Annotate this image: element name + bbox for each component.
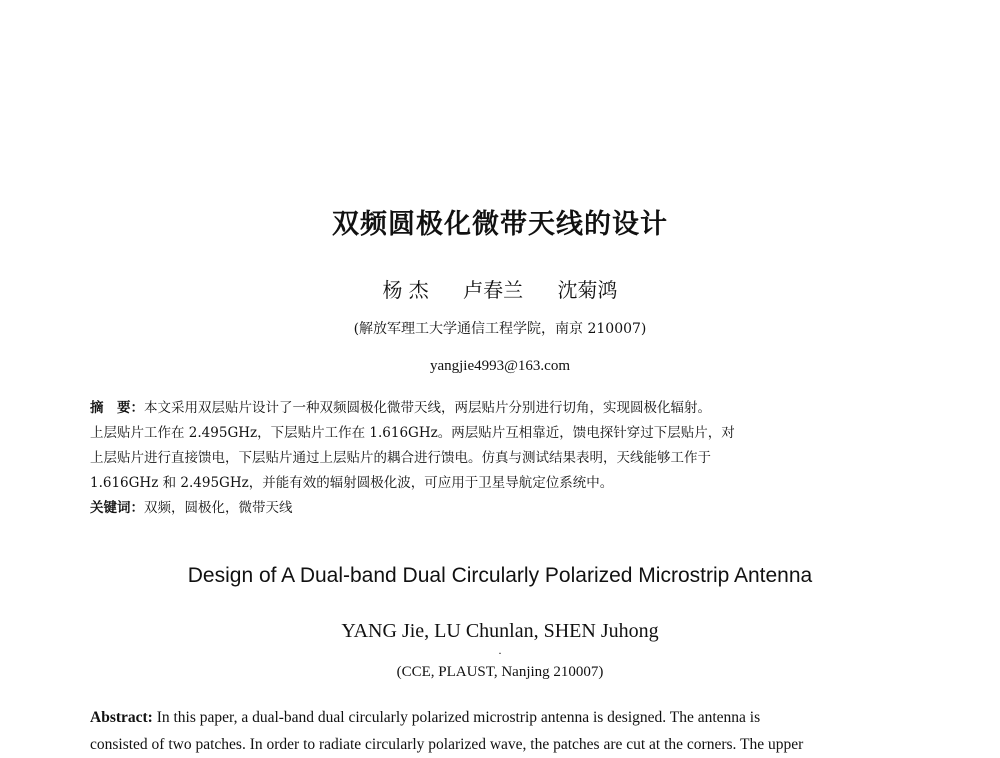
abstract-line xyxy=(90,396,910,421)
chinese-title: 双频圆极化微带天线的设计 xyxy=(332,209,668,240)
abstract-text: In this paper, a dual-band dual circularly polarized microstrip antenna is designed. The antenna is xyxy=(156,709,761,726)
abstract-line: 上层贴片进行直接馈电，下层贴片通过上层贴片的耦合进行馈电。仿真与测试结果表明，天线能够工作于 xyxy=(90,450,711,466)
english-authors: YANG Jie, LU Chunlan, SHEN Juhong xyxy=(341,620,659,642)
separator-dot: · xyxy=(498,646,502,660)
abstract-line: consisted of two patches. In order to radiate circularly polarized wave, the patches are cut at the corners. The upper xyxy=(90,736,804,753)
abstract-text: 本文采用双层贴片设计了一种双频圆极化微带天线，两层贴片分别进行切角，实现圆极化辐射。 xyxy=(144,400,711,416)
chinese-abstract xyxy=(90,396,910,521)
english-affiliation: (CCE, PLAUST, Nanjing 210007) xyxy=(396,664,604,680)
author-2: 卢春兰 xyxy=(463,278,524,302)
author-email: yangjie4993@163.com xyxy=(429,358,571,374)
abstract-line xyxy=(90,704,920,731)
abstract-line: 上层贴片工作在 2.495GHz，下层贴片工作在 1.616GHz。两层贴片互相靠近，馈电探针穿过下层贴片，对 xyxy=(90,425,735,441)
chinese-affiliation: (解放军理工大学通信工程学院，南京 210007) xyxy=(353,321,647,337)
abstract-line: 1.616GHz 和 2.495GHz，并能有效的辐射圆极化波，可应用于卫星导航定位系统中。 xyxy=(90,475,614,491)
english-title: Design of A Dual-band Dual Circularly Polarized Microstrip Antenna xyxy=(187,564,813,587)
abstract-label: Abstract: xyxy=(90,709,153,726)
keywords-text: 双频，圆极化，微带天线 xyxy=(144,500,293,516)
keywords-line xyxy=(90,496,910,521)
english-abstract xyxy=(90,704,920,758)
keywords-label: 关键词： xyxy=(90,500,144,516)
author-3: 沈菊鸿 xyxy=(557,278,618,302)
author-1: 杨 杰 xyxy=(382,278,429,302)
chinese-authors xyxy=(0,274,1000,303)
abstract-label: 摘 要： xyxy=(90,400,144,416)
